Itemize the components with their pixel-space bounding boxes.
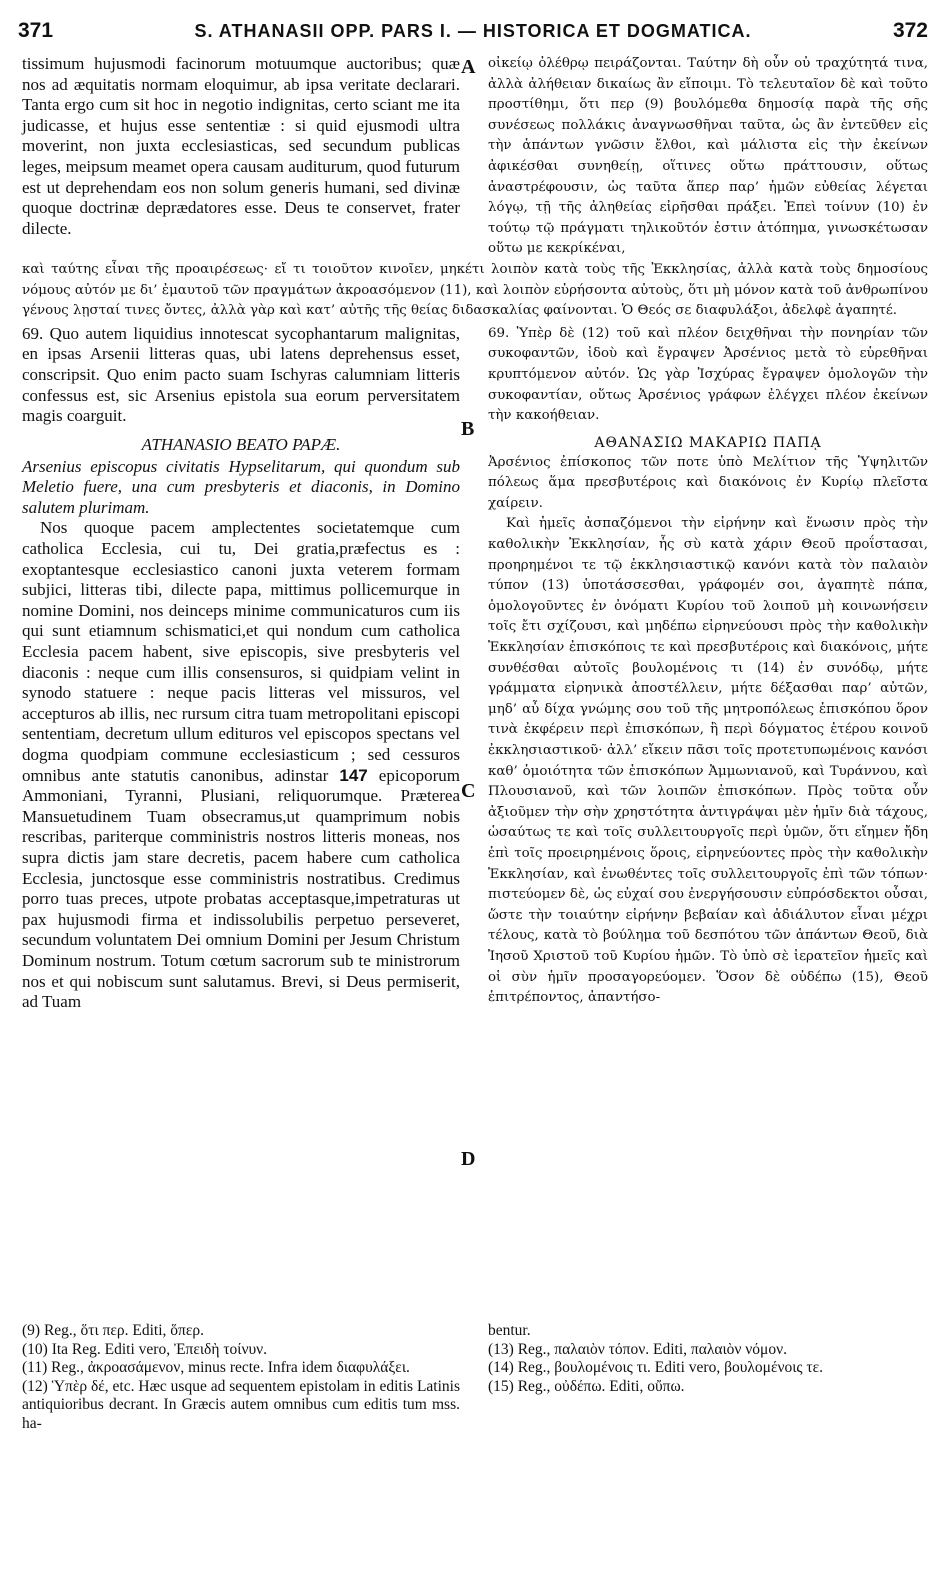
left-page-number: 371	[18, 19, 54, 42]
running-header	[18, 14, 928, 48]
section-2	[22, 324, 928, 427]
latin-letter-heading: ATHANASIO BEATO PAPÆ.	[141, 434, 341, 454]
main-text	[22, 54, 928, 1013]
footnote-15: (15) Reg., οὐδέπω. Editi, οὔπω.	[488, 1377, 685, 1395]
greek-letter-address: Ἀρσένιος ἐπίσκοπος τῶν ποτε ὑπὸ Μελίτιον τῆς Ὑψηλιτῶν πόλεως ἅμα πρεσβυτέροις καὶ διακόνοις ἐν Κυρίῳ πλεῖστα χαίρειν.	[488, 454, 928, 511]
latin-letter-body-part-2: epicoporum Ammoniani, Tyranni, Plusiani, reliquorumque. Præterea Mansuetudinem Tuam obsecramus,ut quamprimum nobis rescribas, pariterque comministris nostros litteris moneas, nos supra dictis jam stare decretis, pacem habere cum catholica Ecclesia, junctosque esse comministris nostratibus. Credimus porro tuas preces, utpote probatas acceptasque,impetraturas ut pax hujusmodi firma et indissolubilis perpetuo perseveret, secundum voluntatem Dei omnium Domini per Jesum Christum Dominum nostrum. Totum cœtum sacrorum sub te ministrorum nos et qui nobiscum sunt salutamus. Brevi, si Deus permiserit, ad Tuam	[22, 765, 460, 1012]
footnotes-right	[488, 1322, 928, 1434]
greek-letter-heading: ΑΘΑΝΑΣΙΩ ΜΑΚΑΡΙΩ ΠΑΠᾼ	[594, 434, 822, 451]
latin-letter	[22, 427, 460, 1013]
footnote-11: (11) Reg., ἀκροασάμενον, minus recte. Infra idem διαφυλάξει.	[22, 1359, 410, 1377]
footnote-12-continued: bentur.	[488, 1322, 531, 1339]
latin-letter-body-part-1: Nos quoque pacem amplectentes societatemque cum catholica Ecclesia, cui tu, Dei gratia,præfectus es : exoptantesque ecclesiastico canoni juxta veterem formam subjici, litteras tibi, dilecte papa, mittimus pollicemurque in nomine Domini, nos deinceps minime communicaturos cum iis qui sunt etiamnum schismatici,et qui nondum cum catholica Ecclesia pacem habent, sive episcopis, sive presbyteris vel diaconis : neque cum illis consensuros, si quidpiam velint in synodo statuere : neque pacis litteras vel missuros, vel accepturos ab illis, nec rursum citra tuam metropolitani episcopi sententiam, decretum ullum edituros vel episcopos spectans vel dogma quodpiam commune ecclesiasticum ; sed cessuros omnibus ante statutis canonibus, adinstar	[22, 518, 460, 785]
footnote-9: (9) Reg., ὅτι περ. Editi, ὅπερ.	[22, 1322, 204, 1339]
greek-paragraph-69: 69. Ὑπὲρ δὲ (12) τοῦ καὶ πλέον δειχθῆναι τὴν πονηρίαν τῶν συκοφαντῶν, ἰδοὺ καὶ ἔγραψεν Ἀρσένιος μετὰ τὸ εὑρεθῆναι κρυπτόμενον αὐτόν. Ὡς γὰρ Ἰσχύρας ἔγραψεν ὁμολογῶν τὴν συκοφαντίαν, οὕτως Ἀρσένιος γράφων ἐλέγχει πλέον ἐκείνων τὴν κακοήθειαν.	[488, 325, 928, 424]
footnote-13: (13) Reg., παλαιὸν τόπον. Editi, παλαιὸν νόμον.	[488, 1340, 787, 1358]
footnotes-left	[22, 1322, 460, 1434]
section-3	[22, 427, 928, 1013]
right-page-number: 372	[892, 19, 928, 42]
margin-marker-c: C	[461, 780, 476, 802]
latin-paragraph-1: tissimum hujusmodi facinorum motuumque auctoribus; quæ nos ad æquitatis normam eloquimur, ab ipsa veritate declarari. Tanta ergo cum sit hoc in negotio indignitas, certo sciant me ita judicasse, et hujus esse sententiæ : si quid ejusmodi ultra moverint, non juxta ecclesiasticas, sed secundum publicas leges, meipsum meamet opera causam auditurum, quod futurum est ut deprehendam eos non solum generis humani, sed divinæ quoque doctrinæ deprædatores esse. Deus te conservet, frater dilecte.	[22, 54, 460, 238]
running-title: S. ATHANASII OPP. PARS I. — HISTORICA ET DOGMATICA.	[194, 20, 752, 41]
section-1	[22, 54, 928, 260]
latin-letter-address: Arsenius episcopus civitatis Hypselitarum, qui quondum sub Meletio fuere, una cum presbyteris et diaconis, in Domino salutem plurimam.	[22, 456, 460, 517]
margin-marker-d: D	[461, 1148, 476, 1170]
footnotes	[22, 1322, 928, 1434]
greek-letter-body: Καὶ ἡμεῖς ἀσπαζόμενοι τὴν εἰρήνην καὶ ἕνωσιν πρὸς τὴν καθολικὴν Ἐκκλησίαν, ἧς σὺ κατὰ χάριν Θεοῦ προΐστασαι, προηρημένοι τε τῷ ἐκκλησιαστικῷ κανόνι κατὰ τὸν παλαιὸν τύπον (13) ὑποτάσσεσθαι, γράφομέν σοι, ἀγαπητὲ πάπα, ὁμολογοῦντες ἐν ὀνόματι Κυρίου τοῦ λοιποῦ μὴ κοινωνήσειν τοῖς ἔτι σχίζουσι, καὶ μηδέπω εἰρηνεύουσι πρὸς τὴν καθολικὴν Ἐκκλησίαν ἐπισκόποις τε καὶ πρεσβυτέροις καὶ διακόνοις, μήτε συνθέσθαι αὐτοῖς βουλομένοις τι (14) ἐν συνόδῳ, μήτε γράμματα εἰρηνικὰ ἀποστέλλειν, μήτε δέξασθαι παρ’ αὐτῶν, μηδ’ αὖ δίχα γνώμης σου τοῦ τῆς μητροπόλεως ἐπισκόπου ὅρον τινὰ ἐκφέρειν περὶ ἐπισκόπων, ἢ περὶ δόγματος ἑτέρου κοινοῦ ἐκκλησιαστικοῦ· ἀλλ’ εἴκειν πᾶσι τοῖς προτετυπωμένοις κανόσι καθ’ ὁμοιότητα τῶν ἐπισκόπων Ἀμμωνιανοῦ, καὶ Τυράννου, καὶ Πλουσιανοῦ, καὶ τῶν λοιπῶν ἐπισκόπων. Πρὸς τοῦτα οὖν ἀξιοῦμεν τὴν σὴν χρηστότητα ἀντιγράψαι μὲν ἡμῖν διὰ τάχους, ὡσαύτως τε καὶ τοῖς συλλειτουργοῖς περὶ ὑμῶν, ὅτι εἴημεν ἤδη ἐπὶ τοῖς προειρημένοις ὅροις, εἰρηνεύοντες πρὸς τὴν καθολικὴν Ἐκκλησίαν, καὶ ἑνωθέντες τοῖς συλλειτουργοῖς ἐπὶ τῶν τόπων· πιστεύομεν δὲ, ὡς εὐχαί σου ἐνεργήσουσιν εὐπρόσδεκτοι οὖσαι, ὥστε τὴν τοιαύτην εἰρήνην βεβαίαν καὶ ἀδιάλυτον εἶναι μέχρι τέλους, κατὰ τὸ βούλημα τοῦ δεσπότου τῶν ἁπάντων Θεοῦ, διὰ Ἰησοῦ Χριστοῦ τοῦ Κυρίου ἡμῶν. Τὸ ὑπὸ σὲ ἱερατεῖον ἡμεῖς καὶ οἱ σὺν ἡμῖν προσαγορεύομεν. Ὅσον δὲ οὐδέπω (15), Θεοῦ ἐπιτρέποντος, ἀπαντήσο-	[488, 516, 928, 1006]
greek-letter	[488, 427, 928, 1013]
margin-marker-b: B	[461, 418, 475, 440]
margin-marker-a: A	[461, 56, 476, 78]
latin-letter-body	[22, 518, 460, 1012]
greek-full-width-paragraph: καὶ ταύτης εἶναι τῆς προαιρέσεως· εἴ τι τοιοῦτον κινοῖεν, μηκέτι λοιπὸν κατὰ τοὺς τῆς Ἐκκλησίας, ἀλλὰ κατὰ τοὺς δημοσίους νόμους αὐτόν με δι’ ἐμαυτοῦ τῶν πραγμάτων ἀκροασόμενον (11), καὶ λοιπὸν εὑρήσοντα αὐτοὺς, ὅτι μὴ μόνον κατὰ τοῦ ἀνθρωπίνου γένους λῃσταί τινες ὄντες, ἀλλὰ γὰρ καὶ κατ’ αὐτῆς τῆς θείας διδασκαλίας φαίνονται. Ὁ Θεός σε διαφυλάξοι, ἀδελφὲ ἀγαπητέ.	[22, 261, 928, 319]
footnote-12: (12) Ὑπὲρ δέ, etc. Hæc usque ad sequentem epistolam in editis Latinis antiquioribus decrant. In Græcis autem omnibus cum editis tum mss. ha-	[22, 1377, 460, 1432]
column-number: 147	[339, 765, 368, 785]
latin-paragraph-69: 69. Quo autem liquidius innotescat sycophantarum malignitas, en ipsas Arsenii litteras quas, ubi latens deprehensus esset, conscripsit. Quo enim pacto suam Ischyras calumniam litteris confessus est, sic Arsenius epistola sua eorum perversitatem magis coarguit.	[22, 323, 460, 426]
greek-paragraph-1: οἰκείῳ ὀλέθρῳ πειράζονται. Ταύτην δὴ οὖν οὐ τραχύτητά τινα, ἀλλὰ ἀλήθειαν δικαίως ἂν εἴποιμι. Τὸ τελευταῖον δὲ καὶ τοῦτο προστίθημι, ὅτι περ (9) βουλόμεθα δημοσίᾳ παρὰ τῆς σῆς συνέσεως πολλάκις ἀναγνωσθῆναι ταῦτα, ὡς ἂν ἐντεῦθεν εἰς τὴν ἁπάντων γνῶσιν ἔλθοι, καὶ μάλιστα εἰς τὴν ἐκείνων ἀφικέσθαι συνηθείῃ, οἵτινες οὕτω πράττουσιν, οὕτως ἀναστρέφουσιν, ὡς ταῦτα ἅπερ παρ’ ἡμῶν εὐθείας λέγεται λόγῳ, τῇ τῆς ἀληθείας εἰρῆσθαι πράξει. Ἐπεὶ τοίνυν (10) ἐν τούτῳ τῷ πράγματι τηλικοῦτόν ἐστιν ἀτόπημα, γινωσκέτωσαν οὕτω με κεκρίκέναι,	[488, 56, 928, 257]
footnote-14: (14) Reg., βουλομένοις τι. Editi vero, βουλομένοις τε.	[488, 1359, 824, 1377]
footnote-10: (10) Ita Reg. Editi vero, Ἐπειδὴ τοίνυν.	[22, 1340, 268, 1358]
